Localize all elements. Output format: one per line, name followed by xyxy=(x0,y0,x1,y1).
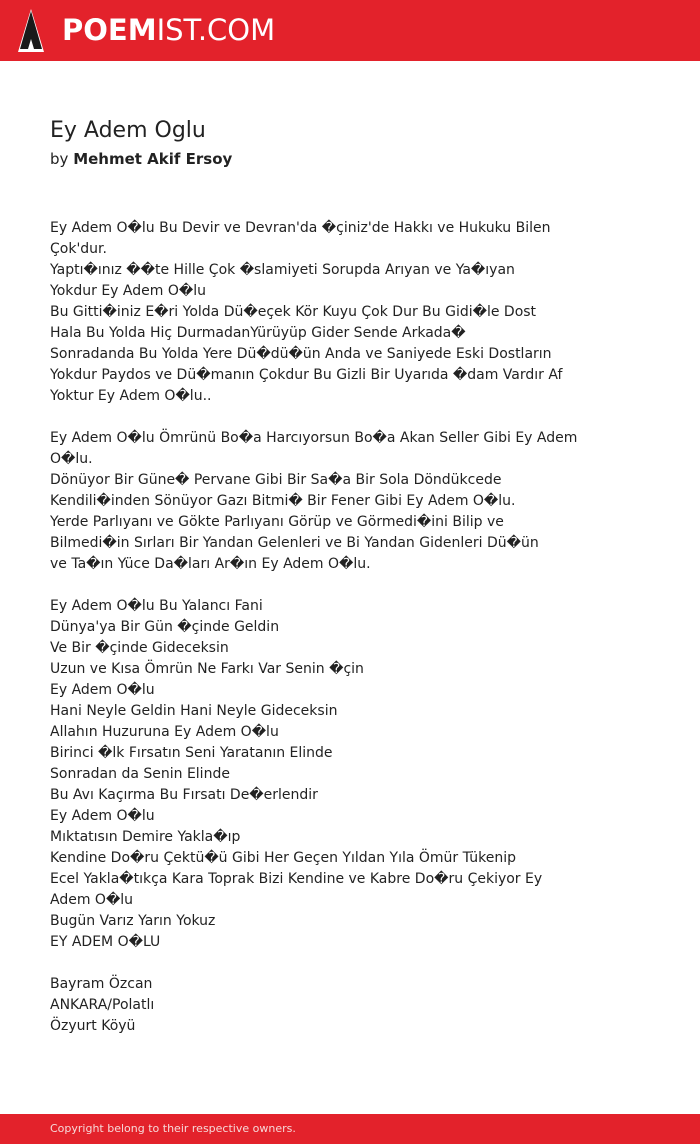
poem-stanza xyxy=(50,218,570,407)
site-logo[interactable] xyxy=(62,12,275,48)
poem-line: Birinci �lk Fırsatın Seni Yaratanın Elinde xyxy=(50,745,333,761)
poem-line: Kendili�inden Sönüyor Gazı Bitmi� Bir Fener Gibi Ey Adem O�lu. xyxy=(50,493,516,509)
poem-stanza xyxy=(50,974,570,1037)
poem-title: Ey Adem Oglu xyxy=(50,118,206,143)
poem-stanza xyxy=(50,596,570,953)
logo-light-text: IST.COM xyxy=(156,13,276,47)
poem-line: Ey Adem O�lu Bu Yalancı Fani xyxy=(50,598,263,614)
poem-line: Dönüyor Bir Güne� Pervane Gibi Bir Sa�a Bir Sola Döndükcede xyxy=(50,472,502,488)
author-name: Mehmet Akif Ersoy xyxy=(73,150,233,168)
poem-line: Ey Adem O�lu xyxy=(50,808,155,824)
poem-line: Adem O�lu xyxy=(50,892,134,908)
site-footer xyxy=(0,1114,700,1144)
poem-body xyxy=(50,218,578,1058)
poem-line: EY ADEM O�LU xyxy=(50,934,161,950)
poem-line: Bu Avı Kaçırma Bu Fırsatı De�erlendir xyxy=(50,787,318,803)
poem-line: Hani Neyle Geldin Hani Neyle Gideceksin xyxy=(50,703,338,719)
poem-line: Yoktur Ey Adem O�lu.. xyxy=(50,388,212,404)
poem-line: Bu Gitti�iniz E�ri Yolda Dü�eçek Kör Kuyu Çok Dur Bu Gidi�le Dost xyxy=(50,304,537,320)
poem-line: Bilmedi�in Sırları Bir Yandan Gelenleri ve Bi Yandan Gidenleri Dü�ün xyxy=(50,535,539,551)
poem-line: Yerde Parlıyanı ve Gökte Parlıyanı Görüp ve Görmedi�ini Bilip ve xyxy=(50,514,504,530)
poem-line: Bayram Özcan xyxy=(50,976,153,992)
poem-line: Yaptı�ınız ��te Hille Çok �slamiyeti Sorupda Arıyan ve Ya�ıyan xyxy=(50,262,515,278)
poem-line: Ve Bir �çinde Gideceksin xyxy=(50,640,229,656)
poem-line: Allahın Huzuruna Ey Adem O�lu xyxy=(50,724,279,740)
byline xyxy=(50,148,232,170)
poem-line: Hala Bu Yolda Hiç DurmadanYürüyüp Gider Sende Arkada� xyxy=(50,325,466,341)
poem-line: ve Ta�ın Yüce Da�ları Ar�ın Ey Adem O�lu. xyxy=(50,556,371,572)
poem-line: Ey Adem O�lu xyxy=(50,682,155,698)
poem-line: Ecel Yakla�tıkça Kara Toprak Bizi Kendine ve Kabre Do�ru Çekiyor Ey xyxy=(50,871,543,887)
poem-line: Sonradanda Bu Yolda Yere Dü�dü�ün Anda ve Saniyede Eski Dostların xyxy=(50,346,552,362)
poem-line: Sonradan da Senin Elinde xyxy=(50,766,230,782)
by-label: by xyxy=(50,150,69,168)
poem-line: Mıktatısın Demire Yakla�ıp xyxy=(50,829,241,845)
poem-line: Çok'dur. xyxy=(50,241,107,257)
poem-line: Özyurt Köyü xyxy=(50,1018,136,1034)
poem-line: Ey Adem O�lu Bu Devir ve Devran'da �çiniz'de Hakkı ve Hukuku Bilen xyxy=(50,220,551,236)
poem-line: Bugün Varız Yarın Yokuz xyxy=(50,913,216,929)
poem-line: Uzun ve Kısa Ömrün Ne Farkı Var Senin �çin xyxy=(50,661,364,677)
poem-line: Dünya'ya Bir Gün �çinde Geldin xyxy=(50,619,280,635)
site-header xyxy=(0,0,700,61)
poem-line: Yokdur Paydos ve Dü�manın Çokdur Bu Gizli Bir Uyarıda �dam Vardır Af xyxy=(50,367,563,383)
poem-stanza xyxy=(50,428,578,575)
pencil-tip-icon[interactable] xyxy=(18,9,44,52)
logo-bold-text: POEM xyxy=(62,13,157,47)
poem-line: O�lu. xyxy=(50,451,93,467)
poem-line: ANKARA/Polatlı xyxy=(50,997,155,1013)
copyright-text: Copyright belong to their respective owners. xyxy=(50,1122,296,1135)
poem-line: Yokdur Ey Adem O�lu xyxy=(50,283,206,299)
poem-line: Kendine Do�ru Çektü�ü Gibi Her Geçen Yıldan Yıla Ömür Tükenip xyxy=(50,850,516,866)
poem-line: Ey Adem O�lu Ömrünü Bo�a Harcıyorsun Bo�a Akan Seller Gibi Ey Adem xyxy=(50,430,578,446)
